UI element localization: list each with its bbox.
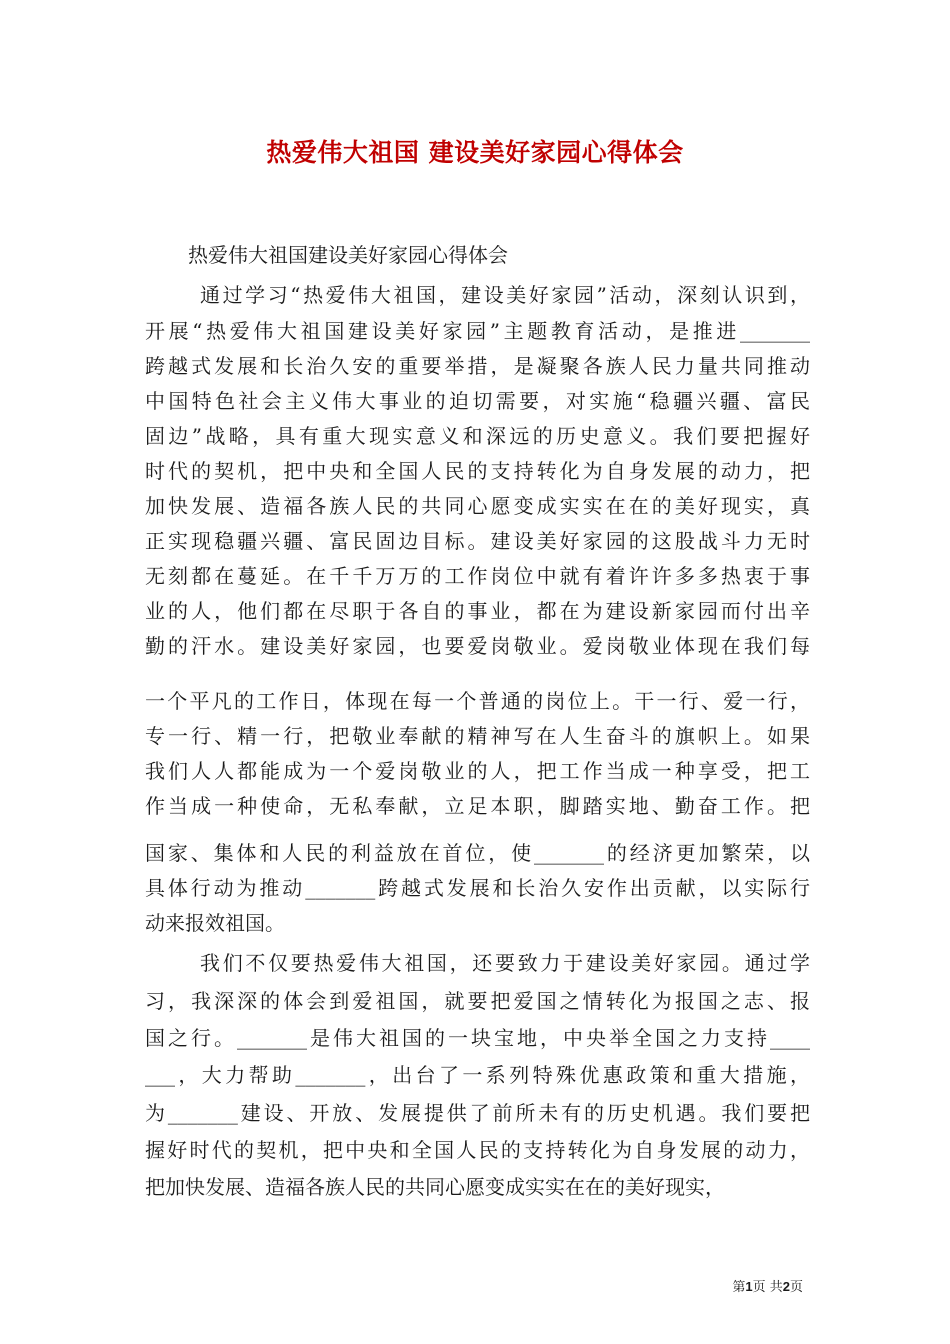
paragraph-2-line: 国之行。_______是伟大祖国的一块宝地，中央举全国之力支持____ bbox=[145, 1026, 810, 1050]
footer-prefix: 第 bbox=[732, 1280, 746, 1295]
paragraph-1-line: 专一行、精一行，把敬业奉献的精神写在人生奋斗的旗帜上。如果 bbox=[145, 724, 810, 748]
paragraph-2-line: 把加快发展、造福各族人民的共同心愿变成实实在在的美好现实， bbox=[145, 1175, 725, 1199]
paragraph-1-line: 国家、集体和人民的利益放在首位，使_______的经济更加繁荣，以 bbox=[145, 841, 810, 865]
paragraph-1-line: 开展“热爱伟大祖国建设美好家园”主题教育活动，是推进_______ bbox=[145, 319, 810, 343]
page-title: 热爱伟大祖国 建设美好家园心得体会 bbox=[266, 138, 684, 167]
paragraph-1-line: 我们人人都能成为一个爱岗敬业的人，把工作当成一种享受，把工 bbox=[145, 759, 810, 783]
document-subtitle: 热爱伟大祖国建设美好家园心得体会 bbox=[188, 243, 508, 267]
paragraph-1-line: 动来报效祖国。 bbox=[145, 911, 285, 935]
paragraph-1-line: 跨越式发展和长治久安的重要举措，是凝聚各族人民力量共同推动 bbox=[145, 354, 810, 378]
paragraph-1-line: 通过学习“热爱伟大祖国，建设美好家园”活动，深刻认识到， bbox=[200, 283, 810, 307]
total-page-number: 2 bbox=[782, 1279, 790, 1294]
paragraph-2-line: 握好时代的契机，把中央和全国人民的支持转化为自身发展的动力， bbox=[145, 1138, 810, 1162]
paragraph-1-line: 具体行动为推动_______跨越式发展和长治久安作出贡献，以实际行 bbox=[145, 876, 810, 900]
paragraph-1-line: 一个平凡的工作日，体现在每一个普通的岗位上。干一行、爱一行， bbox=[145, 689, 810, 713]
paragraph-2-line: 我们不仅要热爱伟大祖国，还要致力于建设美好家园。通过学 bbox=[200, 951, 810, 975]
paragraph-1-line: 作当成一种使命，无私奉献，立足本职，脚踏实地、勤奋工作。把 bbox=[145, 794, 810, 818]
footer-middle: 页 共 bbox=[752, 1280, 783, 1295]
paragraph-2-line: 为_______建设、开放、发展提供了前所未有的历史机遇。我们要把 bbox=[145, 1101, 810, 1125]
paragraph-1-line: 固边”战略，具有重大现实意义和深远的历史意义。我们要把握好 bbox=[145, 424, 810, 448]
footer-suffix: 页 bbox=[789, 1280, 803, 1295]
paragraph-1-line: 时代的契机，把中央和全国人民的支持转化为自身发展的动力，把 bbox=[145, 459, 810, 483]
paragraph-2-line: 习，我深深的体会到爱祖国，就要把爱国之情转化为报国之志、报 bbox=[145, 989, 810, 1013]
paragraph-1-line: 业的人，他们都在尽职于各自的事业，都在为建设新家园而付出辛 bbox=[145, 599, 810, 623]
paragraph-1-line: 勤的汗水。建设美好家园，也要爱岗敬业。爱岗敬业体现在我们每 bbox=[145, 634, 810, 658]
paragraph-1-line: 无刻都在蔓延。在千千万万的工作岗位中就有着许许多多热衷于事 bbox=[145, 564, 810, 588]
paragraph-1-line: 中国特色社会主义伟大事业的迫切需要，对实施“稳疆兴疆、富民 bbox=[145, 389, 810, 413]
paragraph-2-line: ___，大力帮助_______，出台了一系列特殊优惠政策和重大措施， bbox=[145, 1063, 810, 1087]
page-number-footer bbox=[732, 1276, 803, 1295]
paragraph-1-line: 正实现稳疆兴疆、富民固边目标。建设美好家园的这股战斗力无时 bbox=[145, 529, 810, 553]
paragraph-1-line: 加快发展、造福各族人民的共同心愿变成实实在在的美好现实，真 bbox=[145, 494, 810, 518]
current-page-number: 1 bbox=[745, 1279, 753, 1294]
